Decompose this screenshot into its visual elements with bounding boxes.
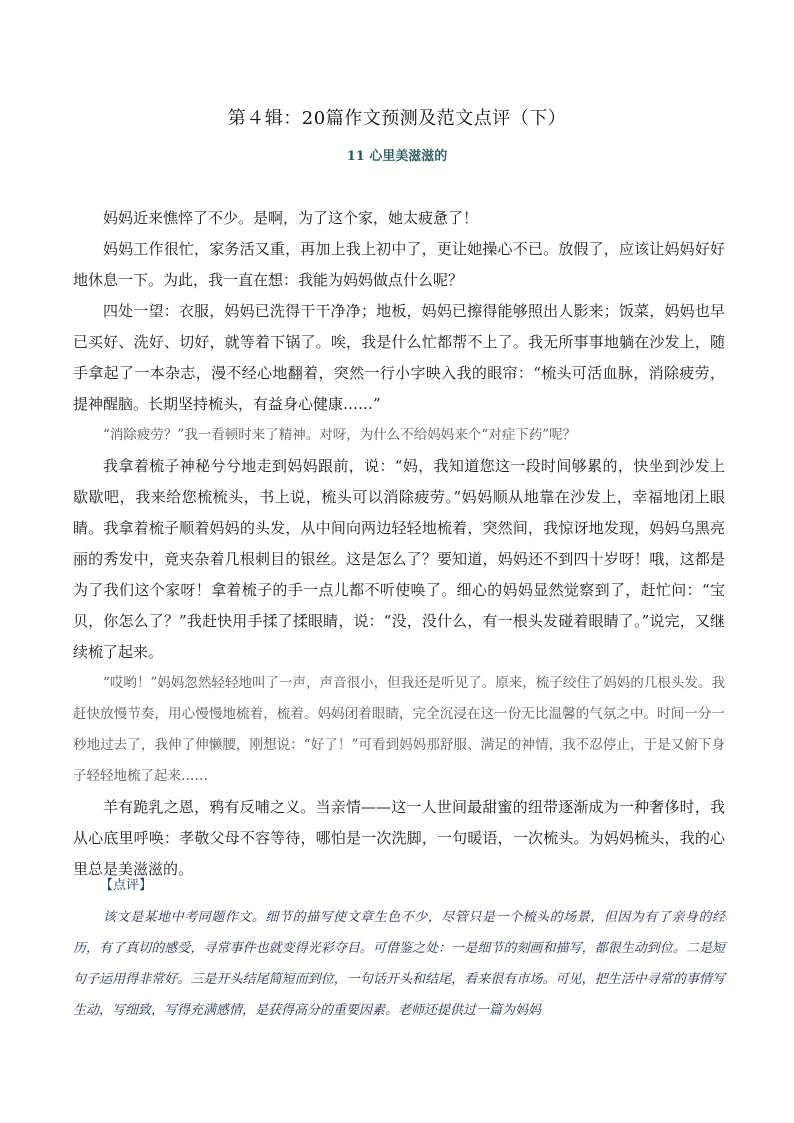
essay-paragraph: 我拿着梳子神秘兮兮地走到妈妈跟前，说：“妈，我知道您这一段时间够累的，快坐到沙发上歇歇吧，我来给您梳梳头，书上说，梳头可以消除疲劳。”妈妈顺从地靠在沙发上，幸福地闭上眼睛。我拿着梳子顺着妈妈的头发，从中间向两边轻轻地梳着，突然间，我惊讶地发现，妈妈乌黑亮丽的秀发中，竟夹杂着几根刺目的银丝。这是怎么了？要知道，妈妈还不到四十岁呀！哦，这都是为了我们这个家呀！拿着梳子的手一点儿都不听使唤了。细心的妈妈显然觉察到了，赶忙问：“宝贝，你怎么了？”我赶快用手揉了揉眼睛，说：“没，没什么，有一根头发碰着眼睛了。”说完，又继续梳了起来。	[73, 457, 725, 661]
essay-paragraph: “消除疲劳？”我一看顿时来了精神。对呀，为什么不给妈妈来个“对症下药”呢？	[103, 427, 577, 443]
essay-title: 11 心里美滋滋的	[346, 149, 448, 164]
essay-paragraph: 四处一望：衣服，妈妈已洗得干干净净；地板，妈妈已擦得能够照出人影来；饭菜，妈妈也早已买好、洗好、切好，就等着下锅了。唉，我是什么忙都帮不上了。我无所事事地躺在沙发上，随手拿起了一本杂志，漫不经心地翻着，突然一行小字映入我的眼帘：“梳头可活血脉，消除疲劳，提神醒脑。长期坚持梳头，有益身心健康……”	[73, 302, 725, 413]
essay-paragraph: 羊有跪乳之恩，鸦有反哺之义。当亲情——这一人世间最甜蜜的纽带逐渐成为一种奢侈时，我从心底里呼唤：孝敬父母不容等待，哪怕是一次洗脚，一句暖语，一次梳头。为妈妈梳头，我的心里总是美滋滋的。	[73, 798, 725, 878]
comment-heading: 【点评】	[100, 878, 153, 893]
essay-paragraph: 妈妈工作很忙，家务活又重，再加上我上初中了，更让她操心不已。放假了，应该让妈妈好好地休息一下。为此，我一直在想：我能为妈妈做点什么呢？	[73, 240, 725, 289]
essay-body	[73, 203, 725, 885]
page-title: 第４辑：20篇作文预测及范文点评（下）	[227, 108, 567, 129]
comment-text: 该文是某地中考同题作文。细节的描写使文章生色不少，尽管只是一个梳头的场景，但因为有了亲身的经历，有了真切的感受，寻常事件也就变得光彩夺目。可借鉴之处：一是细节的刻画和描写，都很生动到位。二是短句子运用得非常好。三是开头结尾简短而到位，一句话开头和结尾，看来很有市场。可见，把生活中寻常的事情写生动，写细致，写得充满感情，是获得高分的重要因素。老师还提供过一篇为妈妈	[73, 910, 725, 1018]
essay-paragraph: 妈妈近来憔悴了不少。是啊，为了这个家，她太疲惫了！	[103, 209, 479, 227]
essay-paragraph: “哎哟！”妈妈忽然轻轻地叫了一声，声音很小，但我还是听见了。原来，梳子绞住了妈妈的几根头发。我赶快放慢节奏，用心慢慢地梳着，梳着。妈妈闭着眼睛，完全沉浸在这一份无比温馨的气氛之中。时间一分一秒地过去了，我伸了伸懒腰，刚想说：“好了！”可看到妈妈那舒服、满足的神情，我不忍停止，于是又俯下身子轻轻地梳了起来……	[73, 675, 725, 784]
